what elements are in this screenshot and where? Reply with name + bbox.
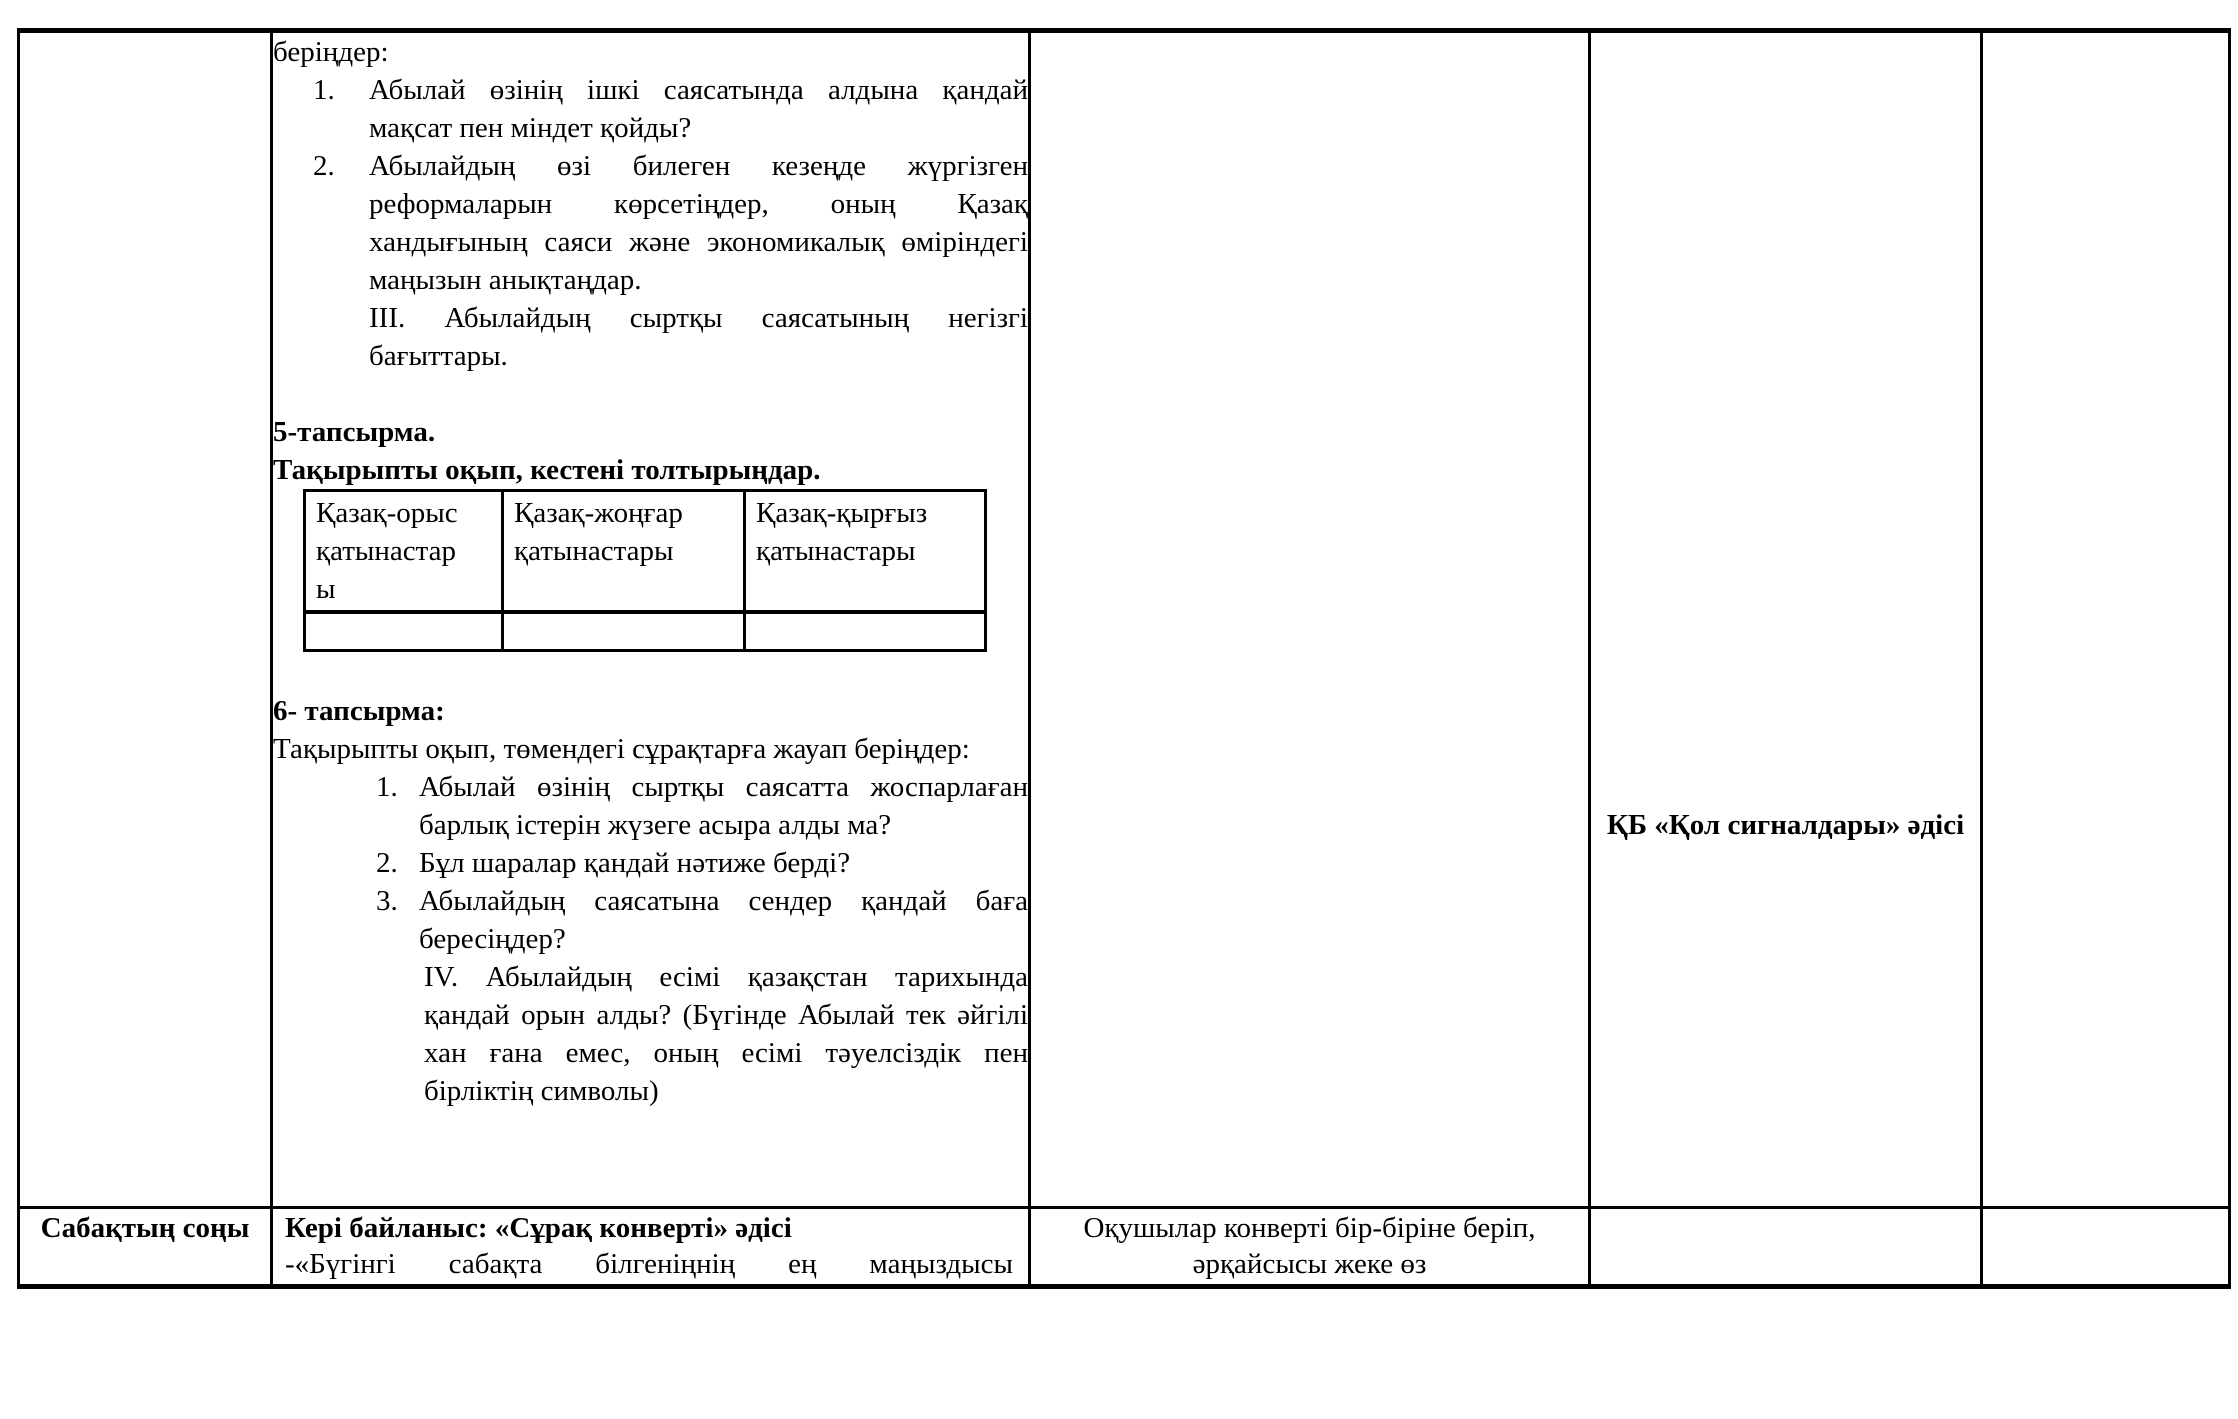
list-item-number: 2.: [313, 150, 335, 182]
feedback-method-title: Кері байланыс: «Сұрақ конверті» әдісі: [285, 1212, 792, 1244]
list-item-text: Абылай өзінің ішкі саясатында алдына қандай мақсат пен міндет қойды?: [369, 74, 1028, 144]
list-item-number: 1.: [313, 74, 335, 106]
relations-empty-cell: [305, 612, 503, 651]
list-item: [376, 768, 1028, 844]
resources-cell: [1982, 1208, 2230, 1287]
relations-empty-cell: [745, 612, 986, 651]
numbered-list-task4: [273, 71, 1028, 299]
lesson-stage-cell: [19, 31, 272, 1208]
relations-header-row: [305, 491, 986, 613]
relations-table: [303, 489, 987, 652]
relations-header-kazakh-kyrgyz: Қазақ-қырғыз қатынастары: [745, 491, 986, 613]
list-item: [376, 844, 1028, 882]
task6-instruction: Тақырыпты оқып, төмендегі сұрақтарға жауап беріңдер:: [273, 733, 970, 765]
list-item: [376, 882, 1028, 958]
list-item-number: 1.: [376, 771, 398, 803]
lesson-plan-table: [17, 28, 2231, 1289]
list-item-text: Абылайдың саясатына сендер қандай баға бересіңдер?: [419, 885, 1028, 955]
list-item: [313, 71, 1028, 147]
paragraph-continuation: беріңдер:: [273, 36, 389, 68]
list-item-number: 3.: [376, 885, 398, 917]
assessment-cell: [1590, 31, 1982, 1208]
feedback-text: -«Бүгінгі сабақта білгеніңнің ең маңыздысы: [285, 1248, 1013, 1280]
task5-title: 5-тапсырма.: [273, 416, 436, 448]
list-item-text: Абылайдың өзі билеген кезеңде жүргізген реформаларын көрсетіңдер, оның Қазақ хандығының саяси және экономикалық өміріндегі маңызын анықтаңдар.: [369, 150, 1028, 296]
list-item: [313, 147, 1028, 299]
task6-title: 6- тапсырма:: [273, 695, 445, 727]
list-item-text: Бұл шаралар қандай нәтиже берді?: [419, 847, 851, 879]
relations-empty-cell: [503, 612, 745, 651]
relations-header-kazakh-russian: Қазақ-орыс қатынастары: [305, 491, 503, 613]
teacher-activity-cell: [272, 31, 1030, 1208]
roman-list-item-4: IV. Абылайдың есімі қазақстан тарихында қандай орын алды? (Бүгінде Абылай тек әйгілі хан ғана емес, оның есімі тәуелсіздік пен бірліктің символы): [424, 961, 1028, 1107]
task5-instruction: Тақырыпты оқып, кестені толтырыңдар.: [273, 454, 821, 486]
teacher-activity-cell: [272, 1208, 1030, 1287]
document-page: [0, 28, 2238, 1419]
list-item-number: 2.: [376, 847, 398, 879]
assessment-cell: [1590, 1208, 1982, 1287]
roman-list-item-3: III. Абылайдың сыртқы саясатының негізгі бағыттары.: [369, 302, 1028, 372]
table-row-main: [19, 31, 2230, 1208]
relations-empty-row: [305, 612, 986, 651]
table-row-lesson-end: [19, 1208, 2230, 1287]
student-action-text: Оқушылар конверті бір-біріне беріп, әрқайсысы жеке өз: [1083, 1212, 1536, 1280]
assessment-method-label: ҚБ «Қол сигналдары» әдісі: [1606, 809, 1965, 841]
lesson-stage-cell: Сабақтың соңы: [19, 1208, 272, 1287]
list-item-text: Абылай өзінің сыртқы саясатта жоспарлаған барлық істерін жүзеге асыра алды ма?: [419, 771, 1028, 841]
resources-cell: [1982, 31, 2230, 1208]
relations-header-kazakh-dzungar: Қазақ-жоңғар қатынастары: [503, 491, 745, 613]
student-activity-cell: [1030, 1208, 1590, 1287]
student-activity-cell: [1030, 31, 1590, 1208]
numbered-list-task6: [273, 768, 1028, 958]
